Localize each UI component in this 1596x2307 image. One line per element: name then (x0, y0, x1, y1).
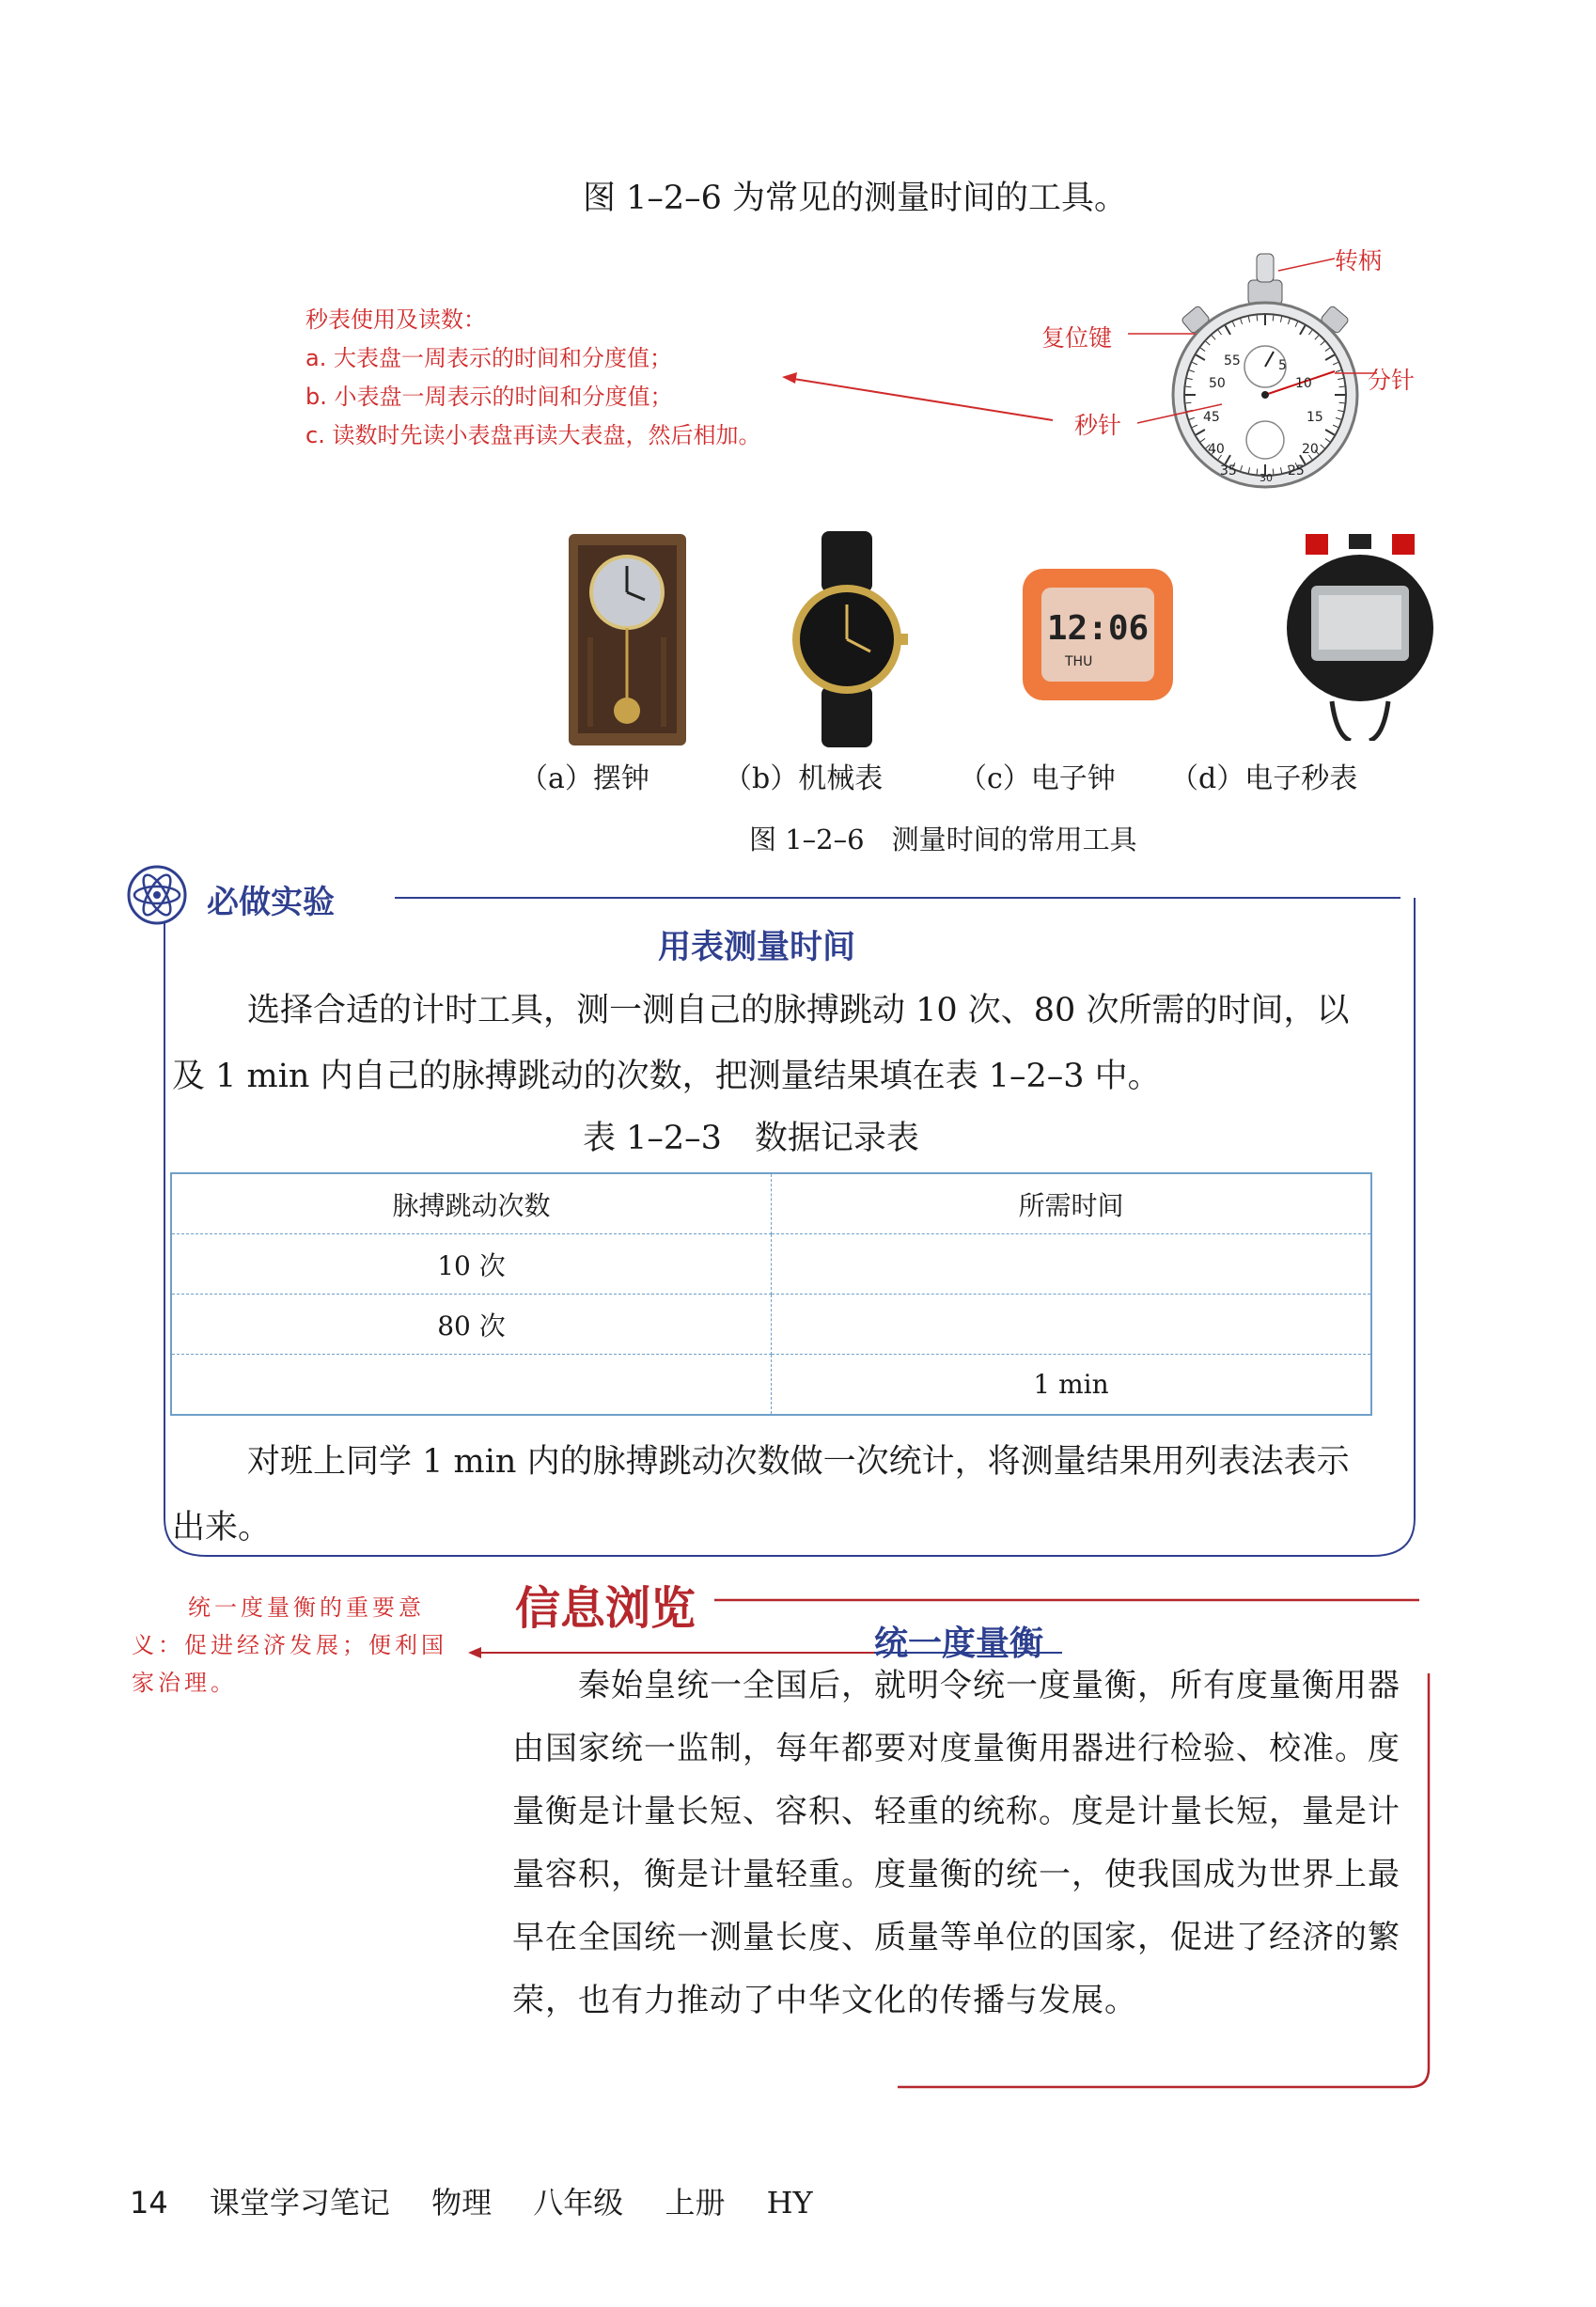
figure-caption-d: （d）电子秒表 (1170, 762, 1358, 795)
svg-text:THU: THU (1065, 654, 1093, 669)
pendulum-clock-image (564, 534, 691, 745)
stopwatch-tick (1273, 469, 1274, 475)
info-subtitle: 统一度量衡 (874, 1624, 1044, 1663)
stopwatch-tick (1185, 386, 1191, 387)
footer-book: 课堂学习笔记 (209, 2185, 390, 2221)
label-reset: 复位键 (1041, 324, 1113, 352)
electronic-clock-image (1018, 564, 1178, 705)
table-cell (171, 1355, 772, 1416)
stopwatch-note-line-c: c. 读数时先读小表盘再读大表盘，然后相加。 (305, 422, 761, 448)
mechanical-watch-image (786, 531, 908, 747)
table-header-cell: 所需时间 (772, 1173, 1372, 1234)
info-body-text: 秦始皇统一全国后，就明令统一度量衡，所有度量衡用器由国家统一监制，每年都要对度量衡用器进行检验、校准。度量衡是计量长短、容积、轻重的统称。度是计量长短，量是计量容积，衡是计量轻重。度量衡的统一，使我国成为世界上最早在全国统一测量长度、质量等单位的国家，促进了经济的繁荣，也有力推动了中华文化的传播与发展。 (512, 1667, 1400, 2019)
svg-text:12:06: 12:06 (1046, 609, 1150, 648)
table-cell: 80 次 (171, 1295, 772, 1355)
stopwatch-tick (1339, 386, 1345, 387)
table-header-cell: 脉搏跳动次数 (171, 1173, 772, 1234)
info-side-note: 统一度量衡的重要意义：促进经济发展；便利国家治理。 (132, 1594, 447, 1696)
table-cell (772, 1234, 1372, 1295)
figure-caption: 图 1–2–6 测量时间的常用工具 (749, 824, 1137, 855)
stopwatch-crown (1248, 280, 1282, 305)
atom-icon (129, 867, 185, 923)
stopwatch-tick (1273, 315, 1274, 321)
label-crown: 转柄 (1335, 247, 1383, 275)
info-body (512, 1655, 1424, 2032)
stopwatch-tick (1185, 402, 1191, 403)
intro-text: 图 1–2–6 为常见的测量时间的工具。 (583, 180, 1128, 217)
table-row (171, 1234, 1371, 1295)
electronic-stopwatch-image (1285, 534, 1435, 741)
stopwatch-tick (1257, 315, 1258, 321)
table-row (171, 1295, 1371, 1355)
footer-subject: 物理 (431, 2185, 493, 2221)
stopwatch-note-line-b: b. 小表盘一周表示的时间和分度值； (305, 384, 673, 410)
figure-caption-b: （b）机械表 (724, 762, 884, 795)
label-second-hand: 秒针 (1074, 412, 1122, 439)
note-arrow-line (788, 378, 1053, 420)
stopwatch-note-line-a: a. 大表盘一周表示的时间和分度值； (305, 345, 672, 371)
figure-caption-a: （a）摆钟 (520, 762, 649, 795)
experiment-paragraph-2: 对班上同学 1 min 内的脉搏跳动次数做一次统计，将测量结果用列表法表示出来。 (172, 1443, 1350, 1546)
page-footer (130, 2179, 845, 2222)
footer-volume: 上册 (665, 2185, 726, 2221)
footer-grade: 八年级 (533, 2185, 624, 2221)
table-cell (772, 1295, 1372, 1355)
table-row (171, 1355, 1371, 1416)
svg-text:55 5 50 10 45: 55 5 50 10 45 15 40 20 35 25 30 (1203, 353, 1323, 484)
stopwatch-illustration (771, 235, 1419, 517)
footer-edition: HY (766, 2185, 813, 2221)
experiment-title: 用表测量时间 (658, 929, 856, 966)
page-number: 14 (130, 2185, 168, 2221)
info-section-title: 信息浏览 (515, 1582, 696, 1635)
figure-caption-c: （c）电子钟 (959, 762, 1116, 795)
stopwatch-tick (1339, 402, 1345, 403)
label-minute-hand: 分针 (1368, 367, 1416, 394)
experiment-section-label: 必做实验 (207, 884, 335, 921)
data-record-table (170, 1172, 1372, 1416)
experiment-paragraph-1: 选择合适的计时工具，测一测自己的脉搏跳动 10 次、80 次所需的时间，以及 1 min 内自己的脉搏跳动的次数，把测量结果填在表 1–2–3 中。 (172, 992, 1350, 1095)
table-cell: 10 次 (171, 1234, 772, 1295)
stopwatch-tick (1257, 469, 1258, 475)
stopwatch-note-title: 秒表使用及读数： (305, 306, 486, 333)
table-cell: 1 min (772, 1355, 1372, 1416)
note-arrow-head (782, 372, 797, 384)
stopwatch-note (305, 301, 760, 455)
table-header-row (171, 1173, 1371, 1234)
table-caption: 表 1–2–3 数据记录表 (583, 1120, 919, 1157)
